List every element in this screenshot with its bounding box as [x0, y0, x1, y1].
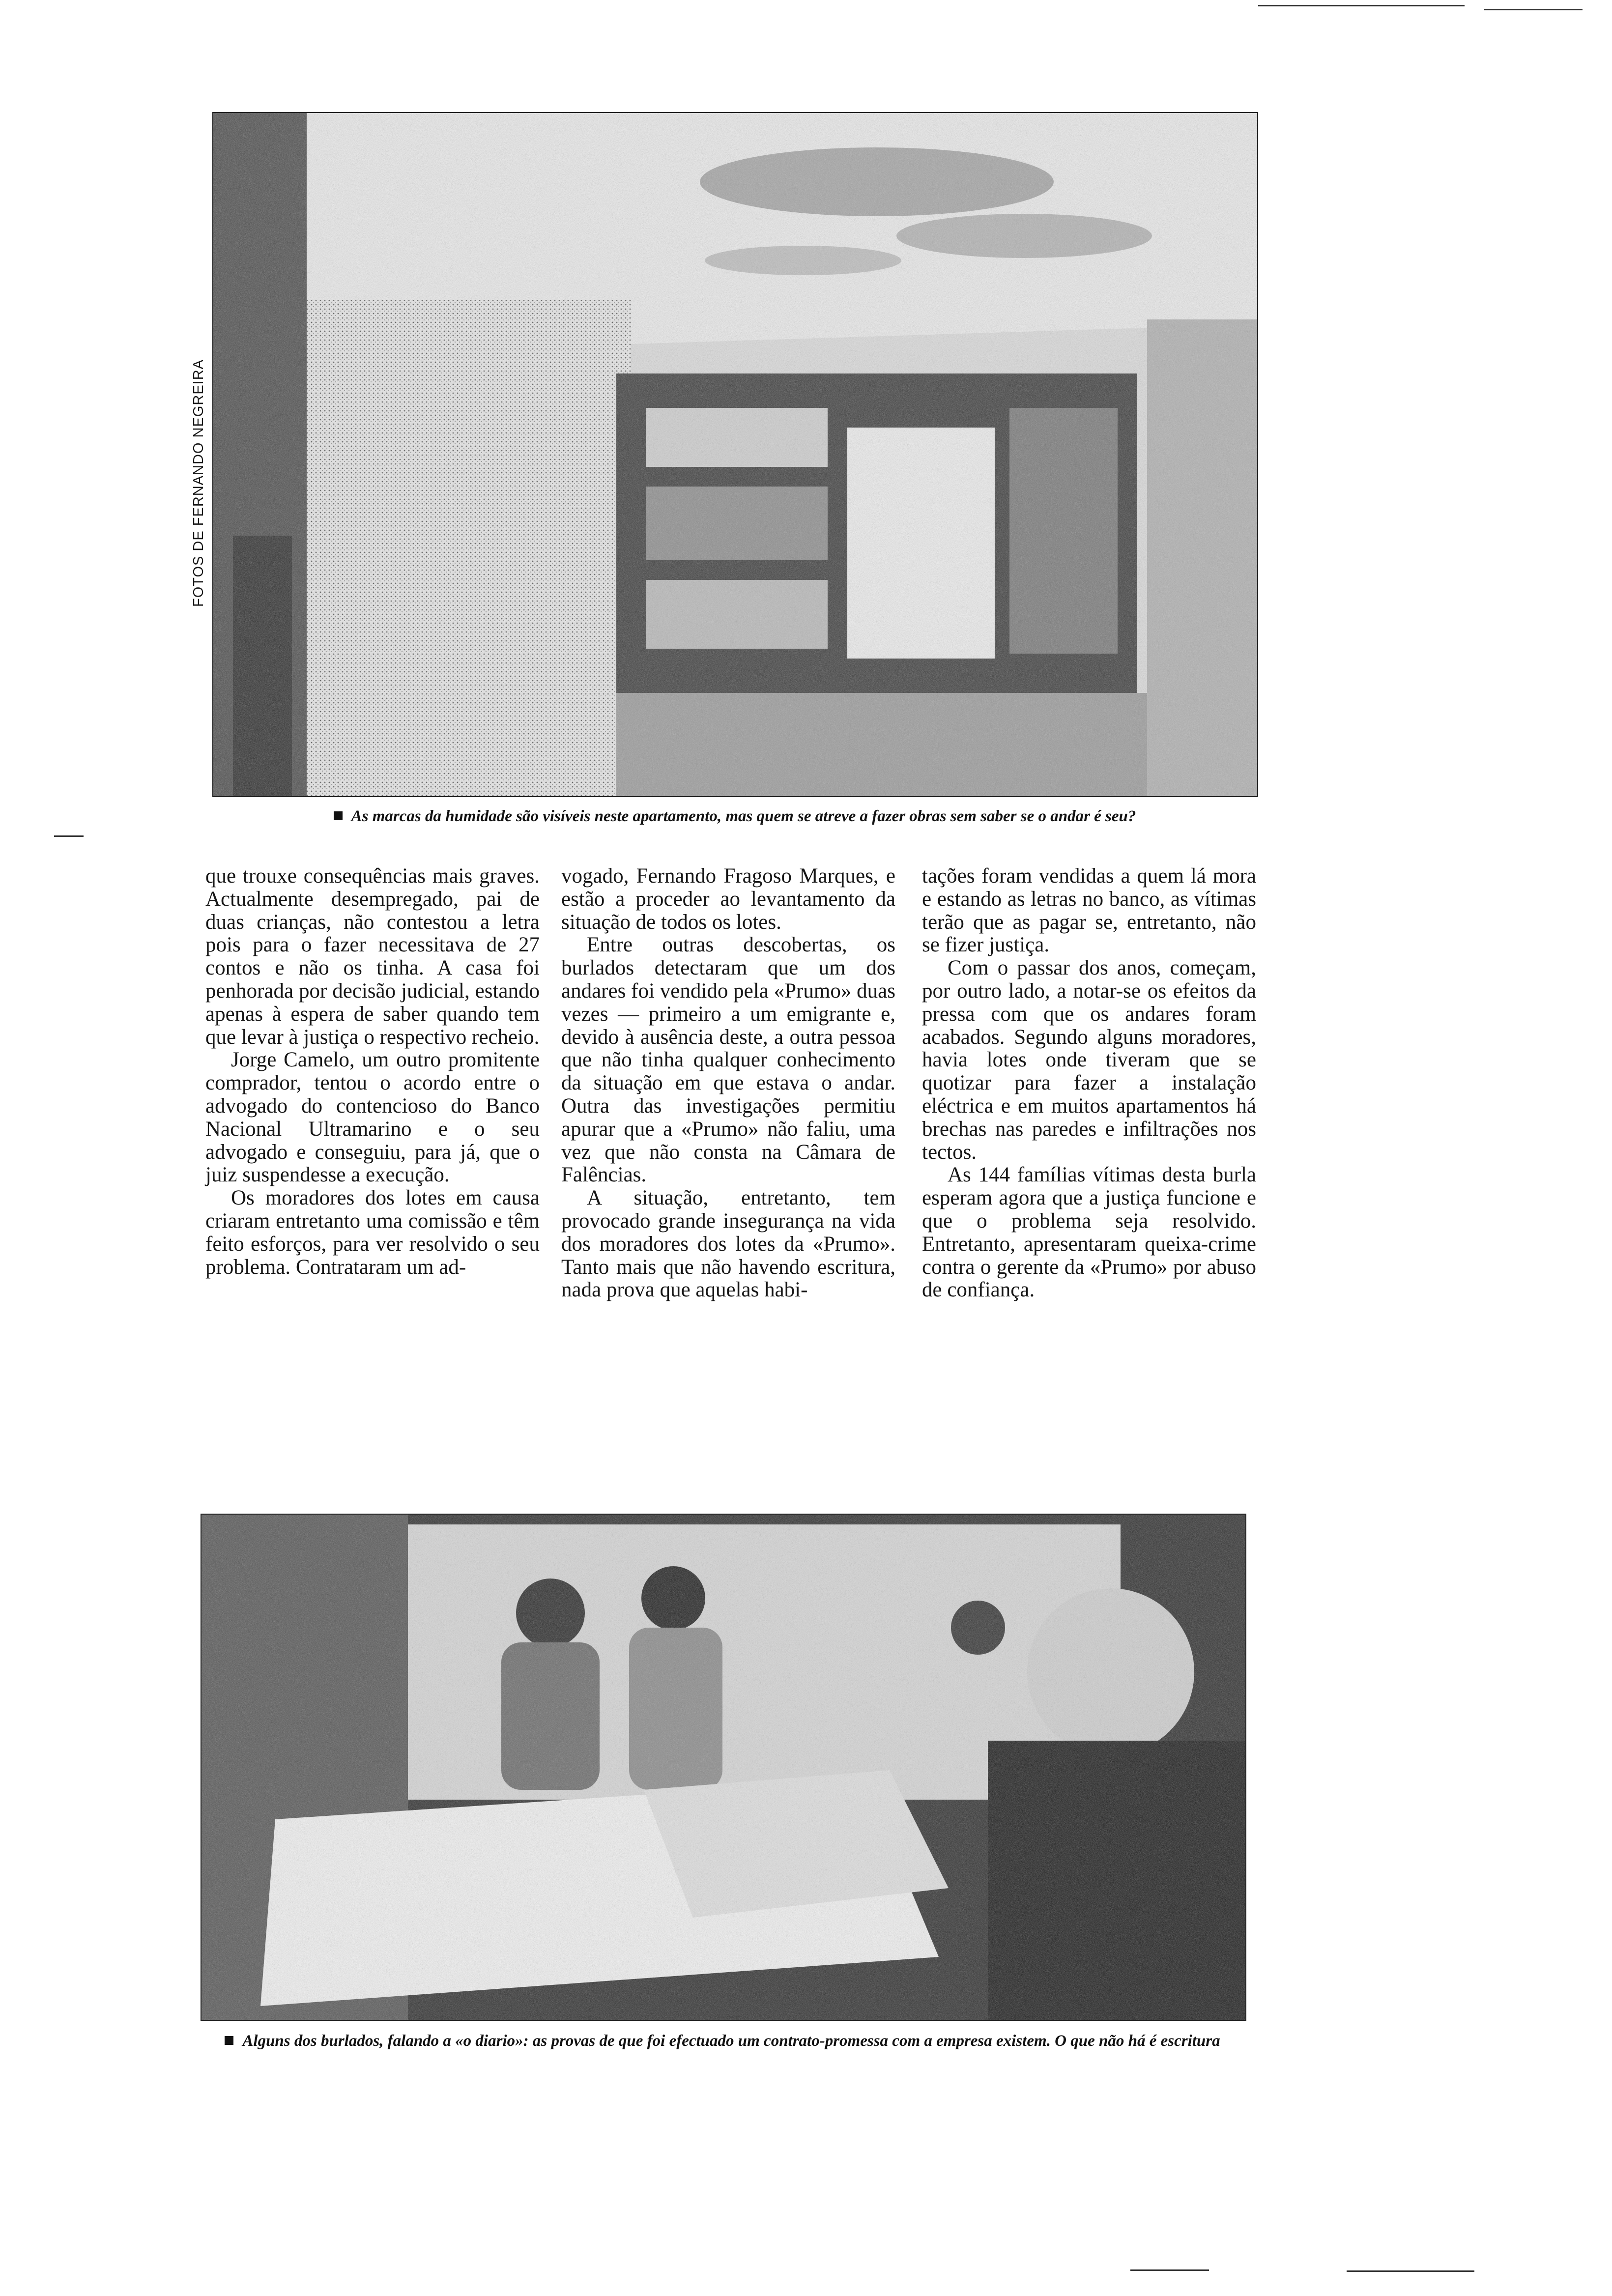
scan-mark	[1484, 9, 1583, 10]
paragraph: Jorge Camelo, um outro promitente comprador, tentou o acordo entre o advogado do contencioso do Banco Nacional Ultramarino e o seu advogado e conseguiu, para já, que o juiz suspendesse a execução.	[205, 1048, 540, 1187]
paragraph: tações foram vendidas a quem lá mora e estando as letras no banco, as vítimas terão que as pagar se, entretanto, não se fizer justiça.	[922, 864, 1256, 957]
paragraph: Entre outras descobertas, os burlados detectaram que um dos andares foi vendido pela «Prumo» duas vezes — primeiro a um emigrante e, devido à ausência deste, a outra pessoa que não tinha qualquer conhecimento da situação em que estava o andar. Outra das investigações permitiu apurar que a «Prumo» não faliu, uma vez que não consta na Câmara de Falências.	[561, 933, 895, 1187]
article-column-2	[561, 865, 895, 1302]
paragraph: Com o passar dos anos, começam, por outro lado, a notar-se os efeitos da pressa com que os andares foram acabados. Segundo alguns moradores, havia lotes onde tiveram que se quotizar para fazer a instalação eléctrica e em muitos apartamentos há brechas nas paredes e infiltrações nos tectos.	[922, 956, 1256, 1164]
top-photo	[212, 112, 1258, 797]
caption-bullet-icon	[225, 2036, 233, 2045]
photo-credit: FOTOS DE FERNANDO NEGREIRA	[191, 359, 206, 607]
paragraph: que trouxe consequências mais graves. Actualmente desempregado, pai de duas crianças, não contestou a letra pois para o fazer necessitava de 27 contos e não os tinha. A casa foi penhorada por decisão judicial, estando apenas à espera de saber quando tem que levar à justiça o respectivo recheio.	[205, 864, 540, 1049]
paragraph: As 144 famílias vítimas desta burla esperam agora que a justiça funcione e que o problema seja resolvido. Entretanto, apresentaram queixa-crime contra o gerente da «Prumo» por abuso de confiança.	[922, 1163, 1256, 1302]
bottom-photo-caption-text: Alguns dos burlados, falando a «o diario»: as provas de que foi efectuado um contrato-promessa com a empresa existem. O que não há é escritura	[242, 2032, 1220, 2050]
bottom-photo-caption	[197, 2031, 1248, 2051]
scan-mark	[1130, 2269, 1209, 2271]
top-photo-caption-text: As marcas da humidade são visíveis neste apartamento, mas quem se atreve a fazer obras sem saber se o andar é seu?	[351, 807, 1136, 825]
scan-mark	[54, 835, 84, 837]
scan-mark	[1258, 5, 1465, 6]
residents-meeting-illustration	[202, 1515, 1245, 2020]
paragraph: A situação, entretanto, tem provocado grande insegurança na vida dos moradores dos lotes da «Prumo». Tanto mais que não havendo escritura, nada prova que aquelas habi-	[561, 1186, 895, 1302]
apartment-damp-illustration	[213, 113, 1257, 796]
paragraph: Os moradores dos lotes em causa criaram entretanto uma comissão e têm feito esforços, para ver resolvido o seu problema. Contrataram um ad-	[205, 1186, 540, 1279]
bottom-photo	[201, 1514, 1246, 2021]
top-photo-caption	[216, 806, 1253, 827]
scan-mark	[1347, 2270, 1474, 2272]
article-column-1	[205, 865, 540, 1279]
article-column-3	[922, 865, 1256, 1302]
paragraph: vogado, Fernando Fragoso Marques, e estão a proceder ao levantamento da situação de todos os lotes.	[561, 864, 895, 934]
caption-bullet-icon	[334, 811, 343, 820]
